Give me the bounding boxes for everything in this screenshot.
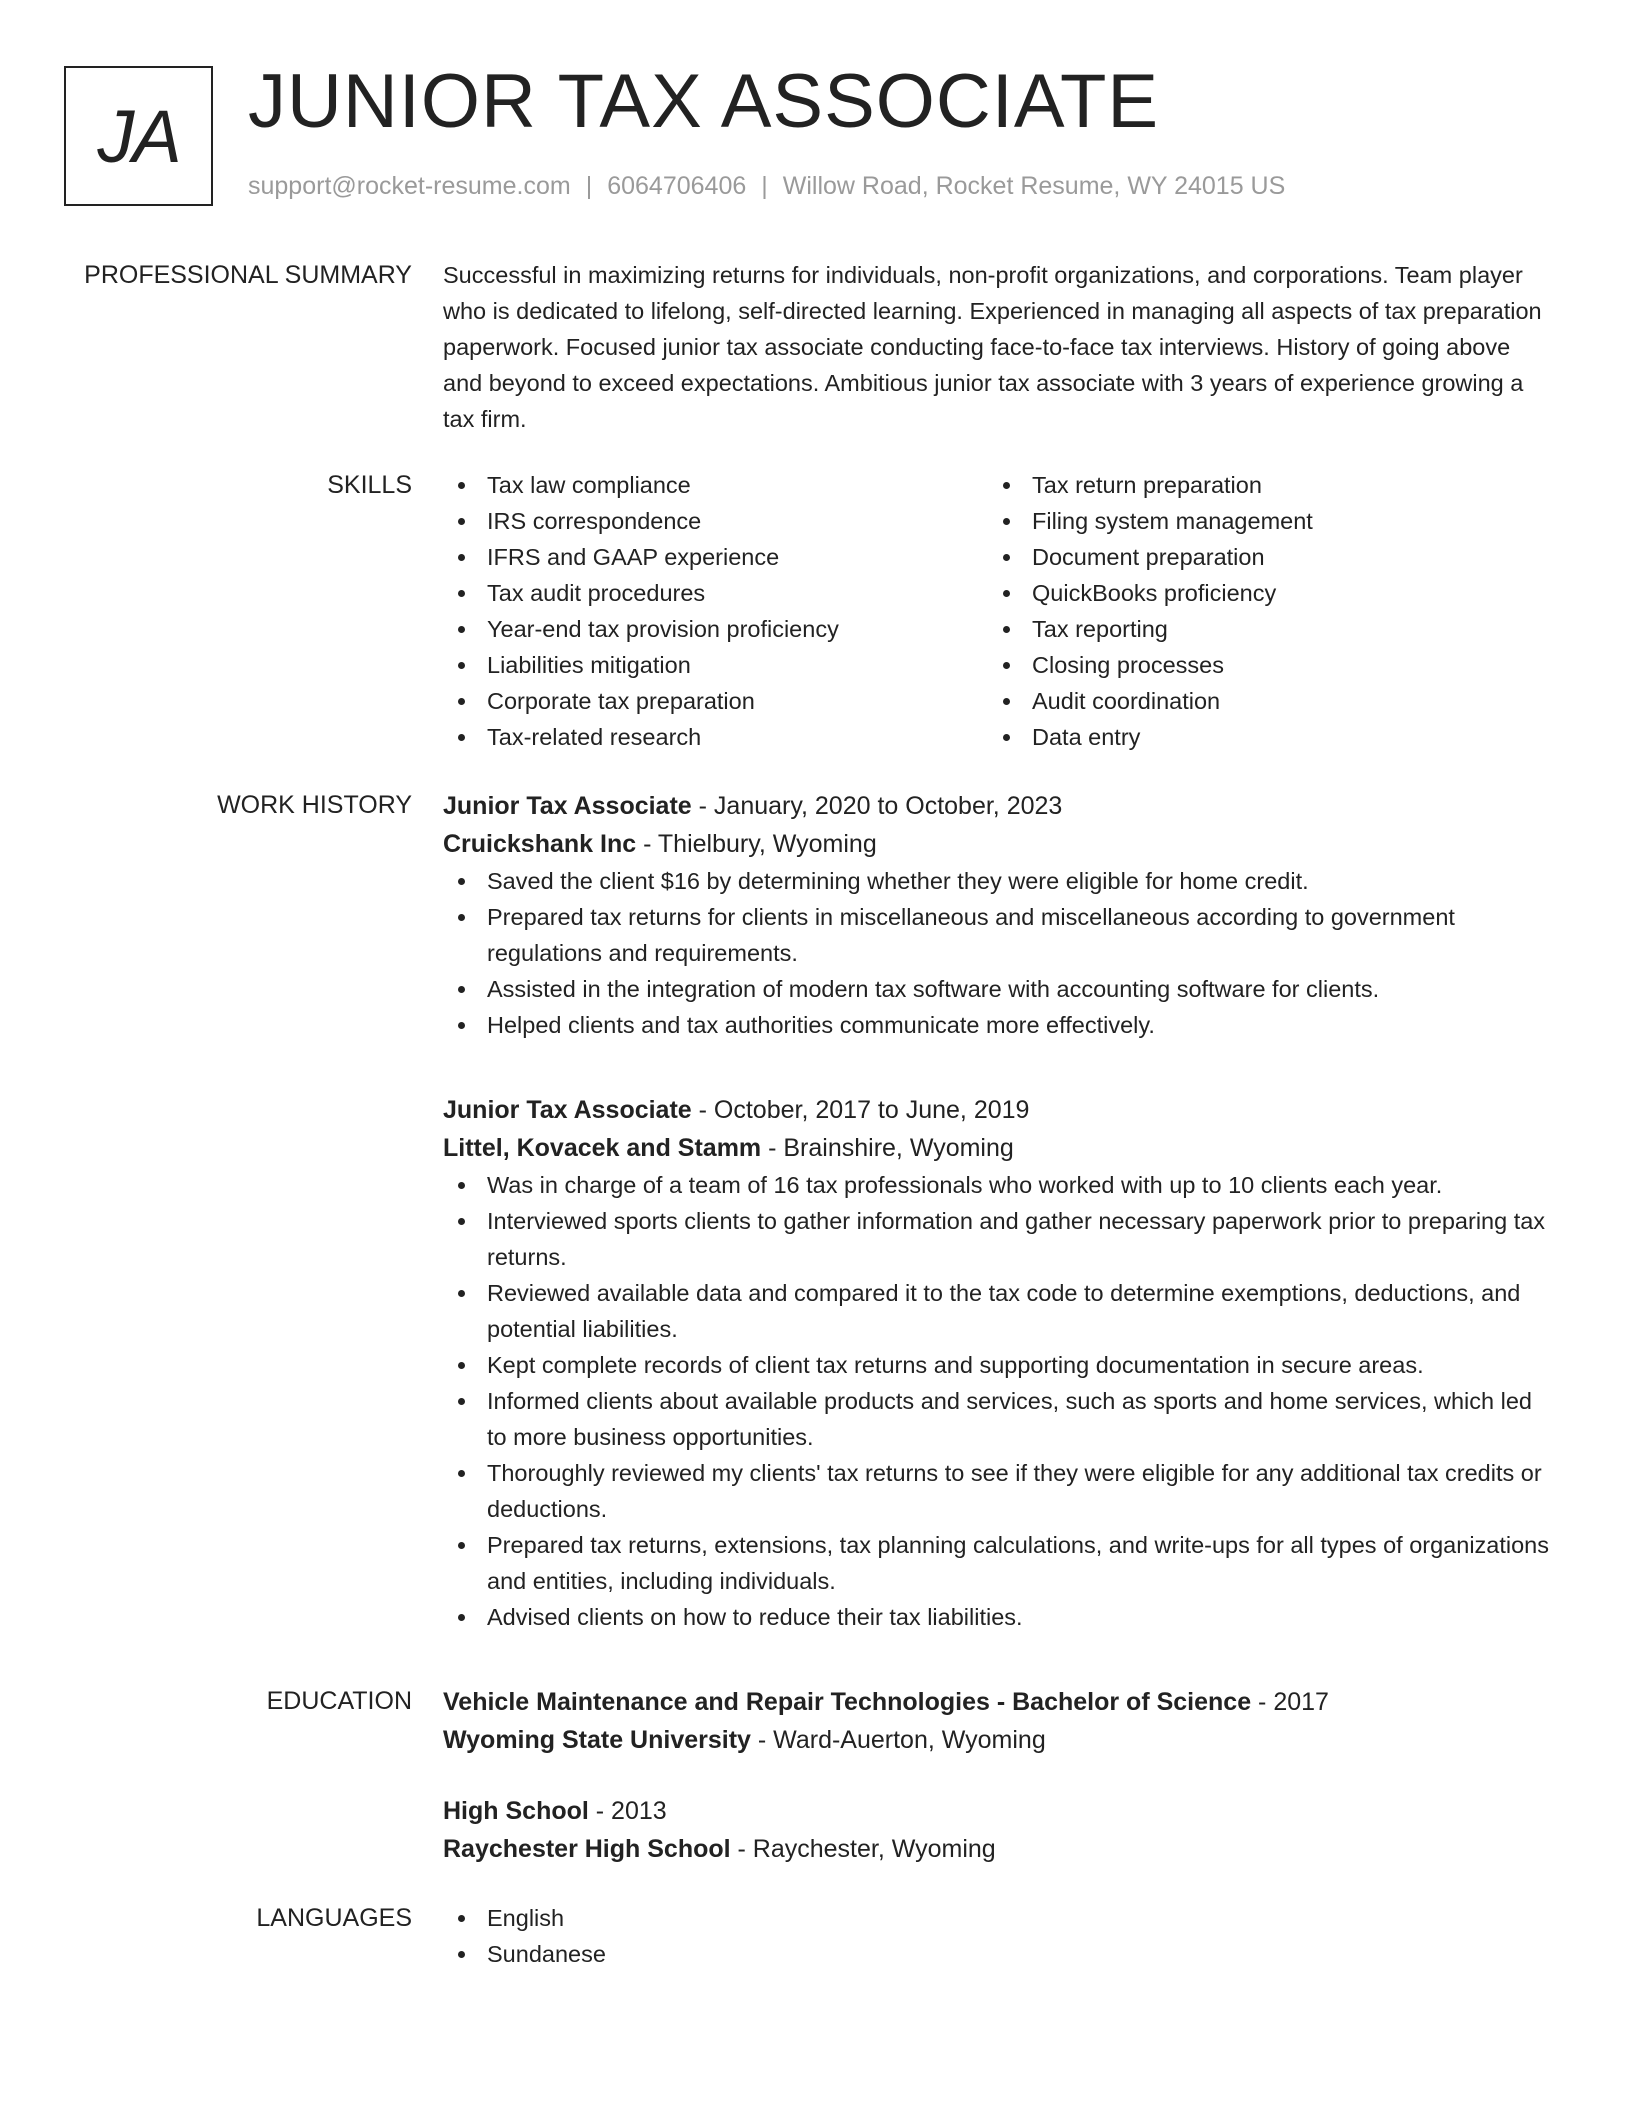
job-location: - Brainshire, Wyoming — [761, 1134, 1014, 1162]
skill-item: Liabilities mitigation — [443, 647, 988, 683]
skill-item: Data entry — [988, 719, 1533, 755]
job-bullets — [443, 1167, 1553, 1635]
school-name: Raychester High School — [443, 1835, 731, 1863]
skill-item: Year-end tax provision proficiency — [443, 611, 988, 647]
contact-email[interactable]: support@rocket-resume.com — [248, 172, 571, 200]
skills-list-right — [988, 467, 1533, 755]
job-bullet: Kept complete records of client tax returns and supporting documentation in secure areas. — [443, 1347, 1553, 1383]
job-entry — [443, 1091, 1553, 1635]
school-location: - Raychester, Wyoming — [730, 1835, 996, 1863]
school-line — [443, 1721, 1553, 1759]
skill-item: Tax law compliance — [443, 467, 988, 503]
job-title-line — [443, 1091, 1553, 1129]
job-title-line — [443, 787, 1553, 825]
section-heading-work: WORK HISTORY — [217, 791, 412, 819]
job-bullet: Saved the client $16 by determining whether they were eligible for home credit. — [443, 863, 1553, 899]
degree-line — [443, 1792, 1553, 1830]
job-title: Junior Tax Associate — [443, 792, 692, 820]
job-location: - Thielbury, Wyoming — [636, 830, 877, 858]
languages-content — [443, 1900, 1553, 1972]
education-content — [443, 1683, 1553, 1868]
work-content — [443, 787, 1553, 1043]
job-bullet: Reviewed available data and compared it to the tax code to determine exemptions, deductions, and potential liabilities. — [443, 1275, 1553, 1347]
skill-item: IRS correspondence — [443, 503, 988, 539]
job-bullet: Thoroughly reviewed my clients' tax returns to see if they were eligible for any additional tax credits or deductions. — [443, 1455, 1553, 1527]
school-location: - Ward-Auerton, Wyoming — [750, 1726, 1046, 1754]
job-company: Littel, Kovacek and Stamm — [443, 1134, 762, 1162]
skill-item: QuickBooks proficiency — [988, 575, 1533, 611]
job-bullet: Informed clients about available products and services, such as sports and home services, which led to more business opportunities. — [443, 1383, 1553, 1455]
job-bullet: Prepared tax returns, extensions, tax planning calculations, and write-ups for all types of organizations and entities, including individuals. — [443, 1527, 1553, 1599]
candidate-name: JUNIOR TAX ASSOCIATE — [248, 59, 1160, 144]
contact-line — [248, 172, 1285, 201]
skills-list-left — [443, 467, 988, 755]
job-company-line — [443, 825, 1553, 863]
job-company: Cruickshank Inc — [443, 830, 637, 858]
contact-address: Willow Road, Rocket Resume, WY 24015 US — [782, 172, 1286, 200]
section-heading-education: EDUCATION — [266, 1687, 412, 1715]
skill-item: Filing system management — [988, 503, 1533, 539]
section-heading-skills: SKILLS — [327, 471, 412, 499]
degree-year: - 2013 — [588, 1797, 667, 1825]
education-entry — [443, 1683, 1553, 1759]
job-title: Junior Tax Associate — [443, 1096, 692, 1124]
section-heading-languages: LANGUAGES — [256, 1904, 412, 1932]
job-bullets — [443, 863, 1553, 1043]
degree-name: High School — [443, 1797, 589, 1825]
summary-text: Successful in maximizing returns for individuals, non-profit organizations, and corporations. Team player who is dedicated to lifelong, self-directed learning. Experienced in managing all aspects of tax preparation paperwork. Focused junior tax associate conducting face-to-face tax interviews. History of going above and beyond to exceed expectations. Ambitious junior tax associate with 3 years of experience growing a tax firm. — [443, 262, 1542, 432]
contact-separator: | — [761, 172, 768, 200]
skill-item: Tax return preparation — [988, 467, 1533, 503]
skill-item: Tax reporting — [988, 611, 1533, 647]
languages-list — [443, 1900, 1553, 1972]
job-dates: - October, 2017 to June, 2019 — [691, 1096, 1030, 1124]
job-bullet: Interviewed sports clients to gather information and gather necessary paperwork prior to preparing tax returns. — [443, 1203, 1553, 1275]
skill-item: Audit coordination — [988, 683, 1533, 719]
job-bullet: Advised clients on how to reduce their tax liabilities. — [443, 1599, 1553, 1635]
job-bullet: Prepared tax returns for clients in miscellaneous and miscellaneous according to government regulations and requirements. — [443, 899, 1553, 971]
section-heading-summary: PROFESSIONAL SUMMARY — [84, 261, 412, 289]
job-bullet: Helped clients and tax authorities communicate more effectively. — [443, 1007, 1553, 1043]
job-bullet: Assisted in the integration of modern tax software with accounting software for clients. — [443, 971, 1553, 1007]
language-item: Sundanese — [443, 1936, 1553, 1972]
job-bullet: Was in charge of a team of 16 tax professionals who worked with up to 10 clients each year. — [443, 1167, 1553, 1203]
skill-item: Tax audit procedures — [443, 575, 988, 611]
language-item: English — [443, 1900, 1553, 1936]
skill-item: Tax-related research — [443, 719, 988, 755]
work-content — [443, 1091, 1553, 1635]
skills-grid — [443, 467, 1553, 755]
school-line — [443, 1830, 1553, 1868]
job-dates: - January, 2020 to October, 2023 — [691, 792, 1063, 820]
job-company-line — [443, 1129, 1553, 1167]
job-entry — [443, 787, 1553, 1043]
skill-item: Closing processes — [988, 647, 1533, 683]
degree-year: - 2017 — [1251, 1688, 1329, 1716]
degree-line — [443, 1683, 1553, 1721]
education-entry — [443, 1792, 1553, 1868]
skill-item: Corporate tax preparation — [443, 683, 988, 719]
degree-name: Vehicle Maintenance and Repair Technologies - Bachelor of Science — [443, 1688, 1252, 1716]
school-name: Wyoming State University — [443, 1726, 751, 1754]
summary-content — [443, 257, 1553, 437]
contact-phone[interactable]: 6064706406 — [607, 172, 747, 200]
monogram-badge: JA — [64, 66, 213, 206]
contact-separator: | — [585, 172, 593, 200]
skill-item: IFRS and GAAP experience — [443, 539, 988, 575]
skill-item: Document preparation — [988, 539, 1533, 575]
